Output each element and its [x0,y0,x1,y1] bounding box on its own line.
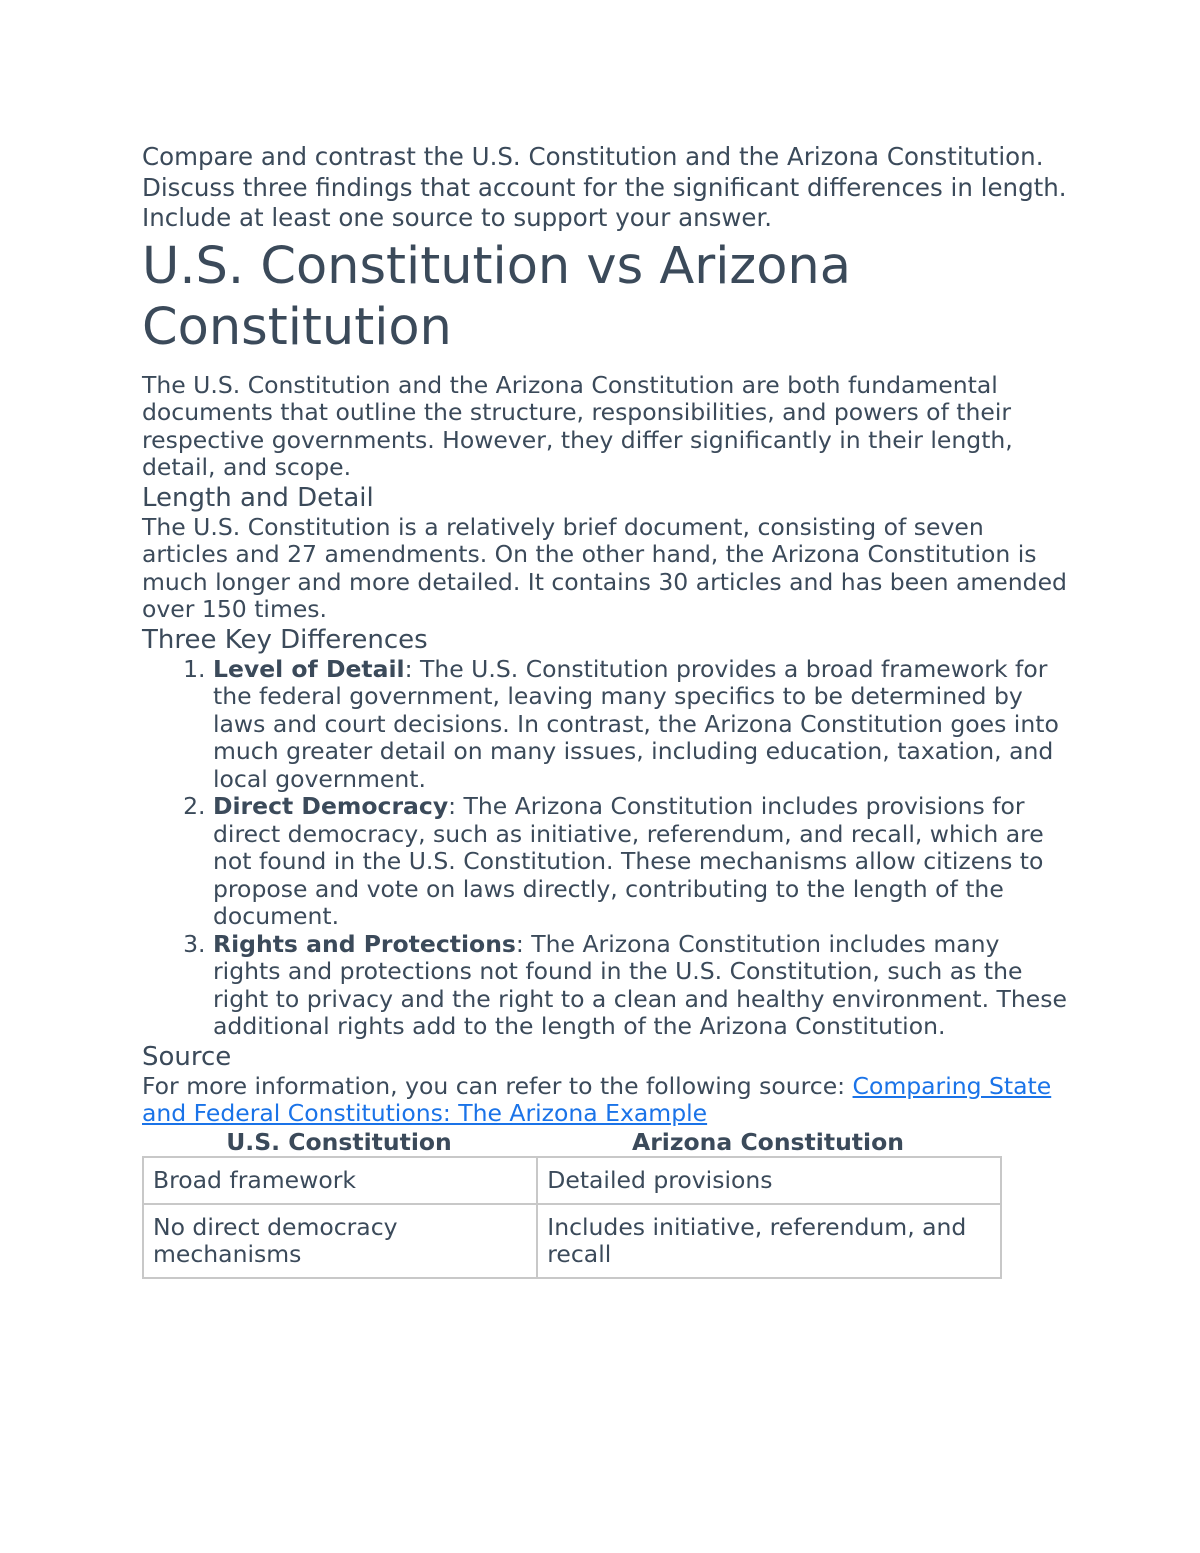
source-text: For more information, you can refer to the following source: [142,1071,853,1100]
table-cell: Broad framework [143,1157,537,1204]
list-item [213,656,1072,794]
header-arizona-constitution: Arizona Constitution [632,1127,904,1156]
table-row [143,1157,1001,1204]
document-title: U.S. Constitution vs Arizona Constitution [142,236,851,357]
comparison-table [142,1128,1002,1279]
difference-term: Direct Democracy [213,792,449,820]
key-differences-list [142,656,1072,1041]
difference-term: Rights and Protections [213,929,516,958]
table-cell: No direct democracy mechanisms [143,1204,537,1278]
comparison-grid [142,1156,1002,1279]
source-link[interactable]: Comparing State and Federal Constitutions: The Arizona Example [142,1071,1052,1127]
list-item [213,931,1072,1041]
table-header [142,1128,1002,1156]
source-paragraph [142,1073,1072,1128]
difference-term: Level of Detail [213,654,405,683]
key-differences-heading: Three Key Differences [142,624,428,655]
intro-paragraph: The U.S. Constitution and the Arizona Constitution are both fundamental documents that outline the structure, responsibilities, and powers of their respective governments. However, they differ significantly in their length, detail, and scope. [142,370,1013,481]
source-heading: Source [142,1041,232,1072]
length-detail-heading: Length and Detail [142,482,374,513]
length-detail-paragraph: The U.S. Constitution is a relatively brief document, consisting of seven articles and 27 amendments. On the other hand, the Arizona Constitution is much longer and more detailed. It contains 30 articles and has been amended over 150 times. [142,512,1067,623]
difference-text: : The Arizona Constitution includes many rights and protections not found in the U.S. Constitution, such as the right to privacy and the right to a clean and healthy environment. These additional rights add to the length of the Arizona Constitution. [213,929,1067,1040]
assignment-prompt: Compare and contrast the U.S. Constitution and the Arizona Constitution. Discuss three findings that account for the significant differences in length. Include at least one source to support your answer. [142,142,1067,232]
table-row [143,1204,1001,1278]
table-cell: Includes initiative, referendum, and recall [537,1204,1001,1278]
list-item [213,793,1072,931]
header-us-constitution: U.S. Constitution [226,1127,452,1156]
difference-text: : The Arizona Constitution includes provisions for direct democracy, such as initiative, referendum, and recall, which are not found in the U.S. Constitution. These mechanisms allow citizens to propose and vote on laws directly, contributing to the length of the document. [213,792,1044,930]
document-page [142,142,1072,1279]
difference-text: : The U.S. Constitution provides a broad framework for the federal government, leaving many specifics to be determined by laws and court decisions. In contrast, the Arizona Constitution goes into much greater detail on many issues, including education, taxation, and local government. [213,654,1059,793]
table-cell: Detailed provisions [537,1157,1001,1204]
